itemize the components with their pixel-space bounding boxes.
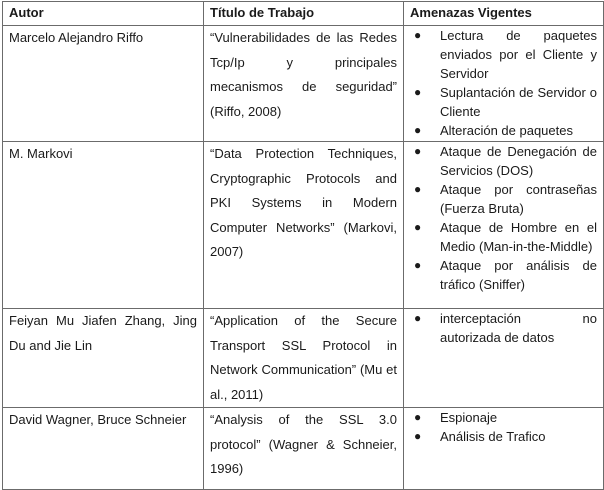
author-text: Marcelo Alejandro Riffo	[9, 30, 144, 45]
bullet-icon: ●	[414, 85, 422, 99]
title-text: “Analysis of the SSL 3.0 protocol” (Wagner & Schneier, 1996)	[210, 412, 397, 476]
threat-item	[410, 309, 597, 347]
author-text: Feiyan Mu Jiafen Zhang, Jing Du and Jie Lin	[9, 313, 197, 353]
threats-table	[2, 1, 604, 490]
header-row	[3, 2, 604, 26]
threat-text: Ataque de Denegación de Servicios (DOS)	[440, 144, 597, 178]
bullet-icon: ●	[414, 182, 422, 196]
bullet-icon: ●	[414, 258, 422, 272]
threat-list	[410, 142, 597, 294]
threats-cell	[404, 26, 604, 142]
bullet-icon: ●	[414, 28, 422, 42]
author-text: M. Markovi	[9, 146, 73, 161]
threat-item	[410, 218, 597, 256]
threat-item	[410, 180, 597, 218]
threat-item	[410, 427, 597, 446]
threat-item	[410, 121, 597, 140]
author-cell	[3, 408, 204, 490]
table-row	[3, 142, 604, 309]
bullet-icon: ●	[414, 311, 422, 325]
table-row	[3, 26, 604, 142]
title-cell	[204, 309, 404, 408]
table-row	[3, 309, 604, 408]
threat-text: Espionaje	[440, 410, 498, 425]
author-text: David Wagner, Bruce Schneier	[9, 412, 187, 427]
header-title: Título de Trabajo	[204, 2, 404, 26]
threat-text: Alteración de paquetes	[440, 123, 573, 138]
threat-list	[410, 408, 597, 446]
bullet-icon: ●	[414, 429, 422, 443]
author-cell	[3, 142, 204, 309]
header-threats: Amenazas Vigentes	[404, 2, 604, 26]
threat-item	[410, 256, 597, 294]
threat-text: Suplantación de Servidor o Cliente	[440, 85, 597, 119]
threats-cell	[404, 142, 604, 309]
threat-item	[410, 83, 597, 121]
threat-item	[410, 142, 597, 180]
threat-text: interceptación no autorizada de datos	[440, 311, 597, 345]
threat-list	[410, 309, 597, 347]
header-author: Autor	[3, 2, 204, 26]
bullet-icon: ●	[414, 144, 422, 158]
title-cell	[204, 408, 404, 490]
threat-item	[410, 408, 597, 427]
bullet-icon: ●	[414, 123, 422, 137]
title-cell	[204, 26, 404, 142]
title-text: “Vulnerabilidades de las Redes Tcp/Ip y principales mecanismos de seguridad” (Riffo, 2008)	[210, 30, 397, 119]
title-cell	[204, 142, 404, 309]
bullet-icon: ●	[414, 410, 422, 424]
threat-text: Lectura de paquetes enviados por el Cliente y Servidor	[440, 28, 597, 81]
title-text: “Application of the Secure Transport SSL Protocol in Network Communication” (Mu et al., 2011)	[210, 313, 397, 402]
table-row	[3, 408, 604, 490]
author-cell	[3, 26, 204, 142]
threats-cell	[404, 408, 604, 490]
title-text: “Data Protection Techniques, Cryptographic Protocols and PKI Systems in Modern Computer Networks” (Markovi, 2007)	[210, 146, 397, 259]
threat-list	[410, 26, 597, 140]
threat-text: Ataque de Hombre en el Medio (Man-in-the-Middle)	[440, 220, 597, 254]
threat-text: Ataque por análisis de tráfico (Sniffer)	[440, 258, 597, 292]
threats-cell	[404, 309, 604, 408]
threat-item	[410, 26, 597, 83]
author-cell	[3, 309, 204, 408]
threat-text: Análisis de Trafico	[440, 429, 546, 444]
bullet-icon: ●	[414, 220, 422, 234]
threat-text: Ataque por contraseñas (Fuerza Bruta)	[440, 182, 597, 216]
